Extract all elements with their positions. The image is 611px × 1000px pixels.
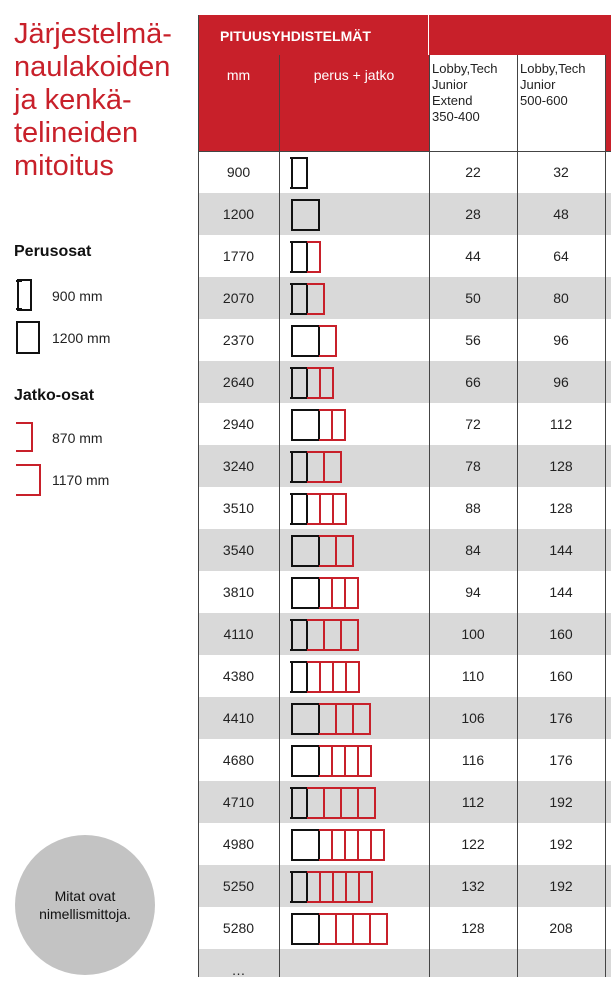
- jatkoosat-heading: Jatko-osat: [14, 387, 95, 404]
- combination-diagram: [288, 909, 428, 947]
- table-row: [198, 697, 611, 739]
- cell-lobby-500: 80: [553, 290, 569, 306]
- extension-part-870: [345, 746, 358, 776]
- cell-mm: 4380: [222, 668, 255, 684]
- base-part-900: [292, 872, 307, 902]
- extension-part-870: [332, 830, 345, 860]
- extension-1170-icon: [14, 462, 44, 498]
- column-header-combo: perus + jatko: [279, 55, 429, 151]
- extension-part-870: [359, 872, 372, 902]
- table-body: [198, 151, 611, 977]
- table-row: [198, 193, 611, 235]
- extension-part-870: [346, 872, 359, 902]
- extension-part-870: [345, 830, 358, 860]
- base-part-900: [292, 242, 307, 272]
- cell-lobby-500: 128: [549, 458, 573, 474]
- base-part-900: [292, 368, 307, 398]
- table-row: [198, 319, 611, 361]
- column-header-lobby-extend: Lobby,Tech Junior Extend 350-400: [429, 55, 517, 151]
- extension-part-870: [333, 494, 346, 524]
- base-900-icon: [14, 278, 44, 312]
- cell-lobby-extend: 112: [461, 794, 485, 810]
- base-part-1200: [292, 536, 319, 566]
- extension-part-870: [333, 872, 346, 902]
- extension-part-1170: [319, 536, 336, 566]
- legend-label: 900 mm: [52, 288, 103, 304]
- table-row: [198, 739, 611, 781]
- combination-diagram: [288, 657, 428, 695]
- cell-lobby-500: 176: [549, 710, 573, 726]
- cell-mm: 3240: [222, 458, 255, 474]
- combination-diagram: [288, 825, 428, 863]
- combination-diagram: [288, 279, 428, 317]
- title-line: naulakoiden: [14, 51, 171, 83]
- cell-mm: 2070: [222, 290, 255, 306]
- base-part-1200: [292, 410, 319, 440]
- cell-mm: 4110: [223, 626, 254, 642]
- combination-diagram: [288, 867, 428, 905]
- cell-mm: 2640: [222, 374, 255, 390]
- base-part-900: [292, 494, 307, 524]
- base-part-900: [292, 158, 307, 188]
- cell-lobby-extend: 28: [465, 206, 481, 222]
- cell-lobby-500: 144: [549, 542, 573, 558]
- page-title: [14, 18, 194, 183]
- base-part-900: [292, 284, 307, 314]
- column-header-lobby-500: Lobby,Tech Junior 500-600: [517, 55, 605, 151]
- combination-diagram: [288, 153, 428, 191]
- cell-lobby-500: 176: [549, 752, 573, 768]
- base-part-1200: [292, 746, 319, 776]
- cell-mm: 4410: [222, 710, 255, 726]
- legend-label: 1200 mm: [52, 330, 111, 346]
- extension-part-870: [307, 662, 320, 692]
- length-combinations-table: [198, 15, 611, 977]
- cell-lobby-extend: 22: [465, 164, 481, 180]
- cell-lobby-extend: 88: [465, 500, 481, 516]
- cell-lobby-500: 192: [549, 836, 573, 852]
- cell-lobby-extend: 66: [465, 374, 481, 390]
- extension-part-1170: [319, 914, 336, 944]
- extension-part-870: [333, 662, 346, 692]
- extension-part-1170: [307, 284, 324, 314]
- table-row: [198, 865, 611, 907]
- extension-part-870: [358, 746, 371, 776]
- title-line: ja kenkä-: [14, 84, 132, 116]
- note-badge: [15, 835, 155, 975]
- extension-part-1170: [324, 620, 341, 650]
- extension-part-1170: [353, 704, 370, 734]
- table-row: [198, 487, 611, 529]
- cell-lobby-500: [517, 949, 605, 977]
- table-column-headers: [198, 55, 611, 151]
- extension-part-1170: [341, 788, 358, 818]
- cell-mm: 900: [226, 164, 251, 180]
- base-part-1200: [292, 914, 319, 944]
- table-row: [198, 445, 611, 487]
- legend-label: 870 mm: [52, 430, 103, 446]
- extension-part-870: [319, 410, 332, 440]
- note-line: Mitat ovat: [54, 888, 116, 904]
- combination-diagram: [288, 447, 428, 485]
- cell-lobby-extend: 110: [461, 668, 485, 684]
- table-row: [198, 781, 611, 823]
- extension-part-870: [320, 368, 333, 398]
- extension-part-870: [371, 830, 384, 860]
- cell-lobby-extend: 100: [461, 626, 485, 642]
- cell-lobby-500: 160: [549, 668, 573, 684]
- extension-part-1170: [341, 620, 358, 650]
- extension-part-870: [307, 242, 320, 272]
- cell-mm: 4680: [222, 752, 255, 768]
- cell-mm: …: [231, 962, 246, 977]
- extension-part-870: [320, 662, 333, 692]
- table-row: [198, 361, 611, 403]
- extension-part-870: [320, 494, 333, 524]
- base-part-900: [292, 788, 307, 818]
- cell-lobby-500: 144: [549, 584, 573, 600]
- cell-mm: 2370: [222, 332, 255, 348]
- cell-lobby-500: 96: [553, 332, 569, 348]
- cell-mm: 3540: [222, 542, 255, 558]
- cell-mm: 4980: [222, 836, 255, 852]
- extension-870-icon: [14, 420, 44, 454]
- table-row: [198, 235, 611, 277]
- extension-part-870: [358, 830, 371, 860]
- extension-part-870: [346, 662, 359, 692]
- cell-lobby-500: 192: [549, 878, 573, 894]
- combination-diagram: [288, 615, 428, 653]
- combination-diagram: [288, 573, 428, 611]
- cell-mm: 5250: [222, 878, 255, 894]
- base-part-900: [292, 452, 307, 482]
- combination-diagram: [288, 363, 428, 401]
- extension-part-870: [320, 872, 333, 902]
- table-row: [198, 277, 611, 319]
- combination-diagram: [288, 405, 428, 443]
- cell-lobby-500: 64: [553, 248, 569, 264]
- extension-part-870: [332, 578, 345, 608]
- extension-part-870: [319, 746, 332, 776]
- table-row: [198, 403, 611, 445]
- cell-lobby-500: 96: [553, 374, 569, 390]
- title-line: Järjestelmä-: [14, 18, 172, 50]
- cell-mm: 3510: [222, 500, 255, 516]
- extension-part-870: [332, 746, 345, 776]
- extension-part-870: [307, 872, 320, 902]
- extension-part-1170: [336, 704, 353, 734]
- base-part-900: [292, 662, 307, 692]
- extension-part-870: [319, 578, 332, 608]
- cell-lobby-500: 208: [549, 920, 573, 936]
- cell-mm: 5280: [222, 920, 255, 936]
- extension-part-1170: [324, 788, 341, 818]
- table-row: [198, 907, 611, 949]
- perusosat-heading: Perusosat: [14, 243, 92, 260]
- title-line: mitoitus: [14, 150, 114, 182]
- combination-diagram: [288, 531, 428, 569]
- table-row: [198, 613, 611, 655]
- extension-part-1170: [307, 452, 324, 482]
- extension-part-870: [319, 830, 332, 860]
- cell-lobby-extend: 72: [465, 416, 481, 432]
- cell-lobby-extend: [429, 949, 517, 977]
- cell-lobby-extend: 78: [465, 458, 481, 474]
- title-line: telineiden: [14, 117, 139, 149]
- cell-mm: 3810: [222, 584, 255, 600]
- base-part-1200: [292, 200, 319, 230]
- extension-part-1170: [336, 536, 353, 566]
- cell-lobby-extend: 84: [465, 542, 481, 558]
- table-group-header: [198, 15, 611, 55]
- cell-mm: 1200: [222, 206, 255, 222]
- cell-lobby-500: 160: [549, 626, 573, 642]
- extension-part-1170: [370, 914, 387, 944]
- cell-lobby-500: 192: [549, 794, 573, 810]
- extension-part-1170: [319, 704, 336, 734]
- combination-diagram: [288, 699, 428, 737]
- extension-part-1170: [353, 914, 370, 944]
- cell-lobby-extend: 122: [461, 836, 485, 852]
- extension-part-870: [307, 368, 320, 398]
- table-row: [198, 823, 611, 865]
- cell-lobby-500: 128: [549, 500, 573, 516]
- extension-part-1170: [307, 788, 324, 818]
- extension-part-1170: [319, 326, 336, 356]
- cell-lobby-500: 32: [553, 164, 569, 180]
- cell-lobby-extend: 50: [465, 290, 481, 306]
- extension-part-1170: [307, 620, 324, 650]
- cell-lobby-extend: 128: [461, 920, 485, 936]
- cell-mm: 2940: [222, 416, 255, 432]
- extension-part-1170: [336, 914, 353, 944]
- base-part-1200: [292, 578, 319, 608]
- extension-part-870: [332, 410, 345, 440]
- base-part-900: [292, 620, 307, 650]
- base-part-1200: [292, 830, 319, 860]
- cell-lobby-extend: 106: [461, 710, 485, 726]
- combination-diagram: [288, 783, 428, 821]
- base-part-1200: [292, 704, 319, 734]
- combination-diagram: [288, 321, 428, 359]
- cell-lobby-extend: 132: [461, 878, 485, 894]
- extension-part-870: [307, 494, 320, 524]
- table-row: [198, 529, 611, 571]
- extension-part-1170: [358, 788, 375, 818]
- table-row: [198, 571, 611, 613]
- cell-lobby-extend: 44: [465, 248, 481, 264]
- base-1200-icon: [14, 320, 44, 356]
- table-row: [198, 151, 611, 193]
- group-header-label: PITUUSYHDISTELMÄT: [220, 28, 371, 44]
- combination-diagram: [288, 741, 428, 779]
- combination-diagram: [288, 195, 428, 233]
- extension-part-1170: [324, 452, 341, 482]
- cell-lobby-extend: 94: [465, 584, 481, 600]
- cell-lobby-500: 48: [553, 206, 569, 222]
- base-part-1200: [292, 326, 319, 356]
- cell-lobby-extend: 116: [461, 752, 485, 768]
- table-row: [198, 949, 611, 977]
- legend-label: 1170 mm: [52, 472, 110, 488]
- cell-lobby-500: 112: [549, 416, 573, 432]
- combination-diagram: [288, 489, 428, 527]
- cell-mm: 4710: [222, 794, 255, 810]
- cell-mm: 1770: [222, 248, 255, 264]
- column-header-mm: mm: [198, 55, 279, 151]
- note-line: nimellismittoja.: [39, 906, 131, 922]
- cell-lobby-extend: 56: [465, 332, 481, 348]
- table-row: [198, 655, 611, 697]
- extension-part-870: [345, 578, 358, 608]
- combination-diagram: [288, 237, 428, 275]
